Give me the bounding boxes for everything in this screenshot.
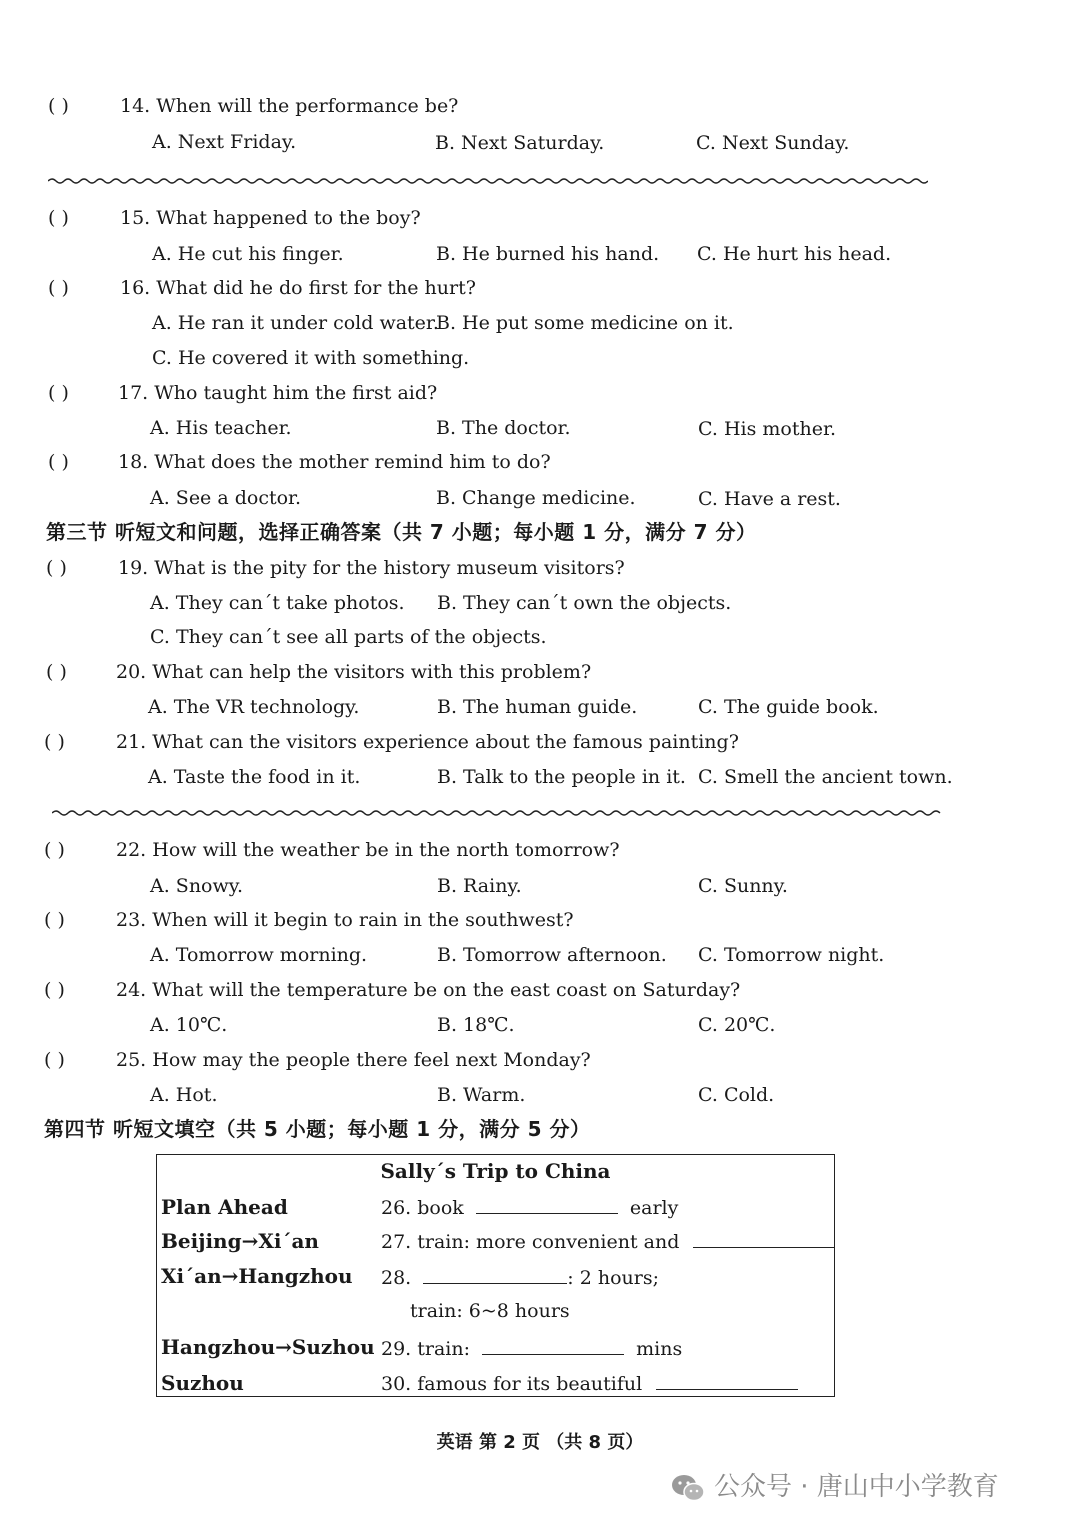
question-text: 22. How will the weather be in the north tomorrow? xyxy=(116,839,620,861)
wavy-divider xyxy=(48,176,928,186)
option-b: B. The doctor. xyxy=(436,417,571,439)
question-text: 20. What can help the visitors with this problem? xyxy=(116,661,592,683)
answer-paren[interactable]: ( ) xyxy=(46,661,67,683)
option-c: C. Smell the ancient town. xyxy=(698,766,953,788)
answer-paren[interactable]: ( ) xyxy=(44,909,65,931)
row-prefix: 26. book xyxy=(381,1197,464,1219)
question-text: 15. What happened to the boy? xyxy=(120,207,421,229)
question-text: 24. What will the temperature be on the east coast on Saturday? xyxy=(116,979,741,1001)
trip-table xyxy=(156,1154,835,1397)
row-label: Hangzhou→Suzhou xyxy=(161,1335,375,1359)
option-c: C. Sunny. xyxy=(698,875,788,897)
option-b: B. They can´t own the objects. xyxy=(437,592,732,614)
option-c: C. Cold. xyxy=(698,1084,775,1106)
row-prefix: 27. train: more convenient and xyxy=(381,1231,680,1253)
question-text: 21. What can the visitors experience about the famous painting? xyxy=(116,731,739,753)
row-text xyxy=(381,1336,682,1360)
row-prefix: 28. xyxy=(381,1267,412,1289)
question-text: 19. What is the pity for the history museum visitors? xyxy=(118,557,625,579)
row-suffix: early xyxy=(629,1197,679,1219)
option-b: B. Next Saturday. xyxy=(435,132,605,154)
row-label: Xi´an→Hangzhou xyxy=(161,1264,353,1288)
wavy-divider xyxy=(52,808,942,818)
table-title: Sally´s Trip to China xyxy=(380,1159,611,1183)
row-prefix: 30. famous for its beautiful xyxy=(381,1373,643,1395)
row-text xyxy=(381,1195,678,1219)
option-b: B. 18℃. xyxy=(437,1014,515,1036)
option-b: B. Talk to the people in it. xyxy=(437,766,686,788)
row-text xyxy=(381,1265,659,1289)
option-b: B. He burned his hand. xyxy=(436,243,660,265)
page-footer: 英语 第 2 页 （共 8 页） xyxy=(436,1432,644,1453)
option-a: A. His teacher. xyxy=(150,417,292,439)
option-b: B. Tomorrow afternoon. xyxy=(437,944,667,966)
section-heading-4: 第四节 听短文填空（共 5 小题；每小题 1 分，满分 5 分） xyxy=(44,1117,591,1141)
answer-paren[interactable]: ( ) xyxy=(48,95,69,117)
option-a: A. He cut his finger. xyxy=(152,243,344,265)
option-a: A. Taste the food in it. xyxy=(148,766,361,788)
row-text: train: 6~8 hours xyxy=(410,1300,570,1322)
row-text xyxy=(381,1371,798,1395)
option-a: A. They can´t take photos. xyxy=(150,592,405,614)
blank-29[interactable] xyxy=(482,1336,624,1355)
option-b: B. The human guide. xyxy=(437,696,638,718)
option-a: A. Tomorrow morning. xyxy=(150,944,368,966)
row-label: Beijing→Xi´an xyxy=(161,1229,319,1253)
option-b: B. Warm. xyxy=(437,1084,526,1106)
row-suffix: mins xyxy=(636,1338,683,1360)
option-c: C. He covered it with something. xyxy=(152,347,470,369)
answer-paren[interactable]: ( ) xyxy=(46,557,67,579)
blank-30[interactable] xyxy=(656,1371,798,1390)
blank-28[interactable] xyxy=(423,1265,567,1284)
blank-26[interactable] xyxy=(476,1195,618,1214)
watermark-text: 公众号 · 唐山中小学教育 xyxy=(714,1472,999,1502)
option-b: B. He put some medicine on it. xyxy=(436,312,734,334)
option-c: C. The guide book. xyxy=(698,696,879,718)
answer-paren[interactable]: ( ) xyxy=(44,979,65,1001)
answer-paren[interactable]: ( ) xyxy=(44,839,65,861)
option-c: C. Tomorrow night. xyxy=(698,944,885,966)
option-b: B. Rainy. xyxy=(437,875,522,897)
option-a: A. Hot. xyxy=(150,1084,218,1106)
watermark xyxy=(670,1466,999,1503)
question-text: 16. What did he do first for the hurt? xyxy=(120,277,476,299)
question-text: 23. When will it begin to rain in the southwest? xyxy=(116,909,574,931)
option-c: C. Have a rest. xyxy=(698,488,841,510)
option-b: B. Change medicine. xyxy=(436,487,636,509)
wechat-icon xyxy=(670,1473,706,1503)
option-a: A. Snowy. xyxy=(150,875,244,897)
blank-27[interactable] xyxy=(693,1229,835,1248)
answer-paren[interactable]: ( ) xyxy=(48,277,69,299)
row-prefix: 29. train: xyxy=(381,1338,471,1360)
row-label: Suzhou xyxy=(161,1371,244,1395)
option-a: A. Next Friday. xyxy=(152,131,297,153)
row-suffix: : 2 hours; xyxy=(567,1267,659,1289)
option-a: A. He ran it under cold water. xyxy=(152,312,439,334)
answer-paren[interactable]: ( ) xyxy=(48,207,69,229)
question-text: 14. When will the performance be? xyxy=(120,95,459,117)
option-c: C. His mother. xyxy=(698,418,836,440)
option-c: C. 20℃. xyxy=(698,1014,776,1036)
question-text: 25. How may the people there feel next Monday? xyxy=(116,1049,591,1071)
option-a: A. See a doctor. xyxy=(150,487,302,509)
row-label: Plan Ahead xyxy=(161,1195,288,1219)
option-c: C. He hurt his head. xyxy=(697,243,892,265)
answer-paren[interactable]: ( ) xyxy=(48,451,69,473)
answer-paren[interactable]: ( ) xyxy=(44,1049,65,1071)
section-heading-3: 第三节 听短文和问题，选择正确答案（共 7 小题；每小题 1 分，满分 7 分） xyxy=(46,520,757,544)
question-text: 18. What does the mother remind him to do? xyxy=(118,451,551,473)
row-text xyxy=(381,1229,835,1253)
question-text: 17. Who taught him the first aid? xyxy=(118,382,438,404)
option-a: A. 10℃. xyxy=(150,1014,228,1036)
answer-paren[interactable]: ( ) xyxy=(44,731,65,753)
option-a: A. The VR technology. xyxy=(148,696,360,718)
answer-paren[interactable]: ( ) xyxy=(48,382,69,404)
option-c: C. Next Sunday. xyxy=(696,132,850,154)
option-c: C. They can´t see all parts of the objects. xyxy=(150,626,547,648)
